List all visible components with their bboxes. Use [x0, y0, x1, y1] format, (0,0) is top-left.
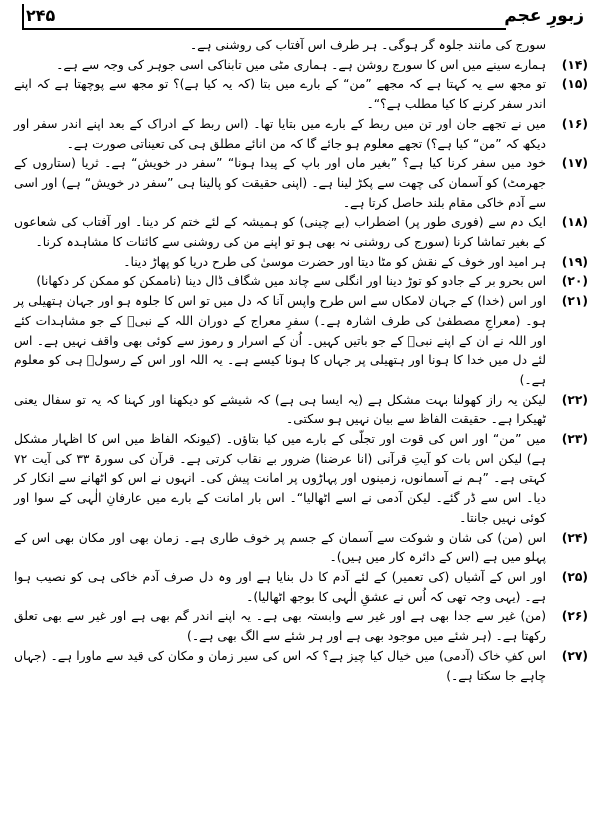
verse-text: اور اس کے آشیاں (کی تعمیر) کے لئے آدم کا دل بنایا ہے اور وہ دل صرف آدم خاکی ہی کو نصیب ہوا ہے۔ (یہی وجہ تھی کہ اُس نے عشقِ الٰہی کا بوجھ اٹھالیا)۔ [14, 569, 546, 604]
verse-number: (۲۰) [561, 274, 588, 289]
verse-paragraph [14, 430, 588, 529]
verse-paragraph [14, 568, 588, 607]
verse-list [14, 56, 588, 687]
page-number: ۲۴۵ [26, 6, 56, 25]
verse-number: (۲۶) [561, 609, 588, 624]
verse-paragraph [14, 253, 588, 273]
verse-number: (۲۱) [561, 294, 588, 309]
verse-number: (۱۴) [561, 57, 588, 72]
verse-text: (من) غیر سے جدا بھی ہے اور غیر سے وابستہ بھی ہے۔ یہ اپنے اندر گم بھی ہے اور غیر سے بھی تعلق رکھتا ہے۔ (ہر شئے میں موجود بھی ہے اور ہر شئے سے الگ بھی ہے۔) [14, 609, 546, 644]
page-content [14, 36, 588, 686]
verse-number: (۱۹) [561, 254, 588, 269]
verse-text: تو مجھ سے یہ کہتا ہے کہ مجھے ”من“ کے بارے میں بتا (کہ یہ کیا ہے)؟ تو مجھ سے پوچھتا ہے کہ اپنے اندر سفر کرنے کا کیا مطلب ہے؟“۔ [14, 77, 546, 112]
verse-paragraph [14, 647, 588, 686]
verse-text: اس کفِ خاک (آدمی) میں خیال کیا چیز ہے؟ کہ اس کی سیر زمان و مکان کی قید سے ماورا ہے۔ (جہاں چاہے جا سکتا ہے۔) [14, 648, 546, 683]
page-header [18, 6, 586, 32]
verse-number: (۲۴) [561, 530, 588, 545]
verse-paragraph [14, 292, 588, 391]
verse-text: اور اس (خدا) کے جہان لامکاں سے اس طرح واپس آنا کہ دل میں تو اس کا جلوہ ہو اور جہان ہتھیلی پر ہو۔ (معراجِ مصطفیٰ کی طرف اشارہ ہے۔) سفرِ معراج کے دوران اللہ کے نبیؐ کے جو مشاہدات کئے اور اللہ نے ان کے اپنے نبیؐ کے جو باتیں کہیں۔ اُن کے اسرار و رموز سے کوئی بھی واقف نہیں ہے۔ اس لئے دل میں خدا کا ہونا اور ہتھیلی پر جہاں کا ہونا کیسے ہے۔ یہ اللہ اور اس کے رسولؐ ہی کو معلوم ہے۔) [14, 294, 546, 387]
verse-number: (۱۶) [561, 116, 588, 131]
verse-number: (۲۲) [561, 392, 588, 407]
verse-paragraph [14, 115, 588, 154]
verse-text: لیکن یہ راز کھولنا بہت مشکل ہے (یہ ایسا ہی ہے) کہ شیشے کو دیکھنا اور کہنا کہ یہ تو سفال یعنی ٹھیکرا ہے۔ حقیقت الفاظ سے بیان نہیں ہو سکتی۔ [14, 392, 546, 427]
verse-text: ہمارے سینے میں اس کا سورج روشن ہے۔ ہماری مٹی میں تابناکی اسی جوہر کی وجہ سے ہے۔ [56, 57, 546, 72]
verse-number: (۲۵) [561, 569, 588, 584]
verse-paragraph [14, 75, 588, 114]
verse-paragraph [14, 154, 588, 213]
verse-text: اس (من) کی شان و شوکت سے آسمان کے جسم پر خوف طاری ہے۔ زمان بھی اور مکان بھی اس کے پہلو میں ہے (اس کے دائرہ کار میں ہیں)۔ [14, 530, 546, 565]
book-title: زبورِ عجم [504, 6, 584, 26]
header-rule [64, 28, 506, 30]
verse-paragraph [14, 56, 588, 76]
verse-paragraph [14, 272, 588, 292]
verse-number: (۱۵) [561, 77, 588, 92]
verse-text: اس بحرو بر کے جادو کو توڑ دینا اور انگلی سے چاند میں شگاف ڈال دینا (ناممکن کو ممکن کر دکھانا) [36, 274, 546, 289]
verse-paragraph [14, 391, 588, 430]
verse-text: میں ”من“ اور اس کی قوت اور تجلّی کے بارے میں کیا بتاؤں۔ (کیونکہ الفاظ میں اس کا اظہار مشکل ہے) لیکن اس بات کو آیتِ قرآنی (انا عرضنا) ضرور بے نقاب کرتی ہے۔ قرآن کی سورۃ ۳۳ کی آیت ۷۲ کہتی ہے۔ ”ہم نے آسمانوں، زمینوں اور پہاڑوں پر امانت پیش کی۔ انہوں نے اس کو اٹھانے سے انکار کر دیا۔ اس سے ڈر گئے۔ لیکن آدمی نے اسے اٹھالیا“۔ اس بار امانت کے بارے میں عارفانِ الٰہی کے سوا اور کوئی نہیں جانتا۔ [14, 432, 546, 525]
verse-paragraph [14, 529, 588, 568]
verse-text: ایک دم سے (فوری طور پر) اضطراب (بے چینی) کو ہمیشہ کے لئے ختم کر دینا۔ اور آفتاب کی شعاعوں کے بغیر تماشا کرنا (سورج کی روشنی نہ بھی ہو تو اپنے من کی روشنی سے کائنات کا مشاہدہ کرنا۔ [14, 215, 546, 250]
verse-text: ہر امید اور خوف کے نقش کو مٹا دیتا اور حضرت موسیٰ کی طرح دریا کو پھاڑ دینا۔ [123, 254, 546, 269]
verse-number: (۱۷) [561, 156, 588, 171]
verse-paragraph [14, 607, 588, 646]
verse-number: (۱۸) [561, 215, 588, 230]
verse-paragraph [14, 213, 588, 252]
verse-text: میں نے تجھے جان اور تن میں ربط کے بارے میں بتایا تھا۔ (اس ربط کے ادراک کے بعد اپنے اندر سفر اور دیکھ کہ ”من“ کیا ہے؟) تجھے معلوم ہو جائے گا کہ من انائے مطلق ہی کی تعیناتی صورت ہے۔ [14, 116, 546, 151]
verse-text: خود میں سفر کرنا کیا ہے؟ ”بغیر ماں اور باپ کے پیدا ہونا“ ”سفر در خویش“ ہے۔ ثریا (ستاروں کے جھرمٹ) کو آسمان کی چھت سے پکڑ لینا ہے۔ (اپنی حقیقت کو پالینا ہی ”سفر در خویش“ ہے) اور اسی سے آدم خاکی مقام بلند حاصل کرتا ہے۔ [14, 156, 546, 210]
verse-number: (۲۷) [561, 648, 588, 663]
verse-number: (۲۳) [561, 432, 588, 447]
continued-paragraph: سورج کی مانند جلوہ گر ہوگی۔ ہر طرف اس آفتاب کی روشنی ہے۔ [189, 38, 546, 52]
